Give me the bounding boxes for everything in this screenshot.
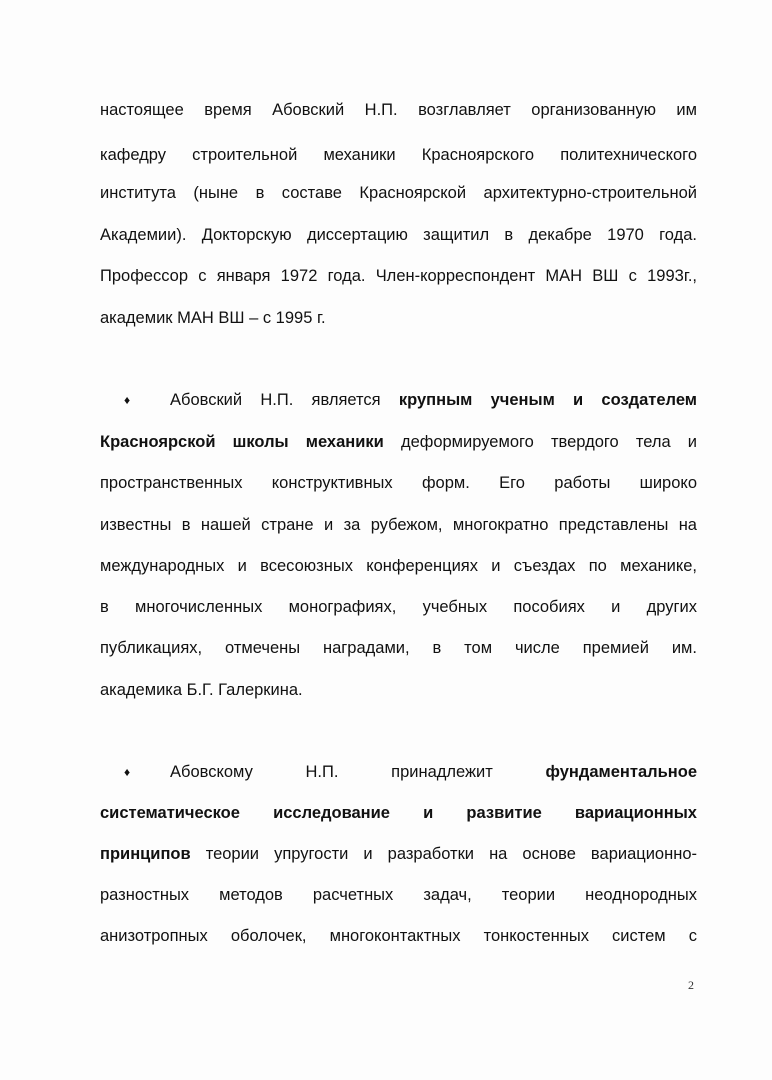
para3-line-2-bold: систематическое исследование и развитие вариационных — [100, 804, 697, 822]
para2-line-4: известны в нашей стране и за рубежом, многократно представлены на — [100, 516, 697, 534]
para3-line-3-normal: теории упругости и разработки на основе вариационно- — [190, 845, 697, 863]
para3-line-2 — [100, 803, 697, 823]
para3-line-5: анизотропных оболочек, многоконтактных тонкостенных систем с — [100, 927, 697, 945]
para3-line-1-normal: Абовскому Н.П. принадлежит — [170, 763, 546, 781]
para2-line-3: пространственных конструктивных форм. Его работы широко — [100, 474, 697, 492]
para2-line-2 — [100, 432, 697, 452]
para3-line-3 — [100, 844, 697, 864]
para3-line-3-bold: принципов — [100, 845, 191, 863]
para1-line-2: кафедру строительной механики Красноярского политехнического — [100, 146, 697, 164]
para3-line-1-text — [170, 762, 697, 782]
para1-line-6: академик МАН ВШ – с 1995 г. — [100, 309, 326, 327]
para2-line-2-bold: Красноярской школы механики — [100, 433, 384, 451]
para3-line-4: разностных методов расчетных задач, теории неоднородных — [100, 886, 697, 904]
para2-line-8: академика Б.Г. Галеркина. — [100, 681, 303, 699]
para2-line-6: в многочисленных монографиях, учебных пособиях и других — [100, 598, 697, 616]
bullet-icon: ♦ — [124, 393, 131, 407]
para2-line-2-normal: деформируемого твердого тела и — [383, 433, 697, 451]
para1-line-1: настоящее время Абовский Н.П. возглавляет организованную им — [100, 101, 697, 119]
para3-line-1-bold: фундаментальное — [545, 763, 697, 781]
page-number: 2 — [688, 978, 694, 992]
para2-line-7: публикациях, отмечены наградами, в том числе премией им. — [100, 639, 697, 657]
para2-line-1-normal: Абовский Н.П. является — [170, 391, 399, 409]
para2-line-5: международных и всесоюзных конференциях и съездах по механике, — [100, 557, 697, 575]
para1-line-4: Академии). Докторскую диссертацию защитил в декабре 1970 года. — [100, 226, 697, 244]
para2-line-1-text — [170, 390, 697, 410]
para1-line-3: института (ныне в составе Красноярской архитектурно-строительной — [100, 184, 697, 202]
para1-line-5: Профессор с января 1972 года. Член-корреспондент МАН ВШ с 1993г., — [100, 267, 697, 285]
bullet-icon: ♦ — [124, 765, 131, 779]
para2-line-1-bold: крупным ученым и создателем — [398, 391, 697, 409]
